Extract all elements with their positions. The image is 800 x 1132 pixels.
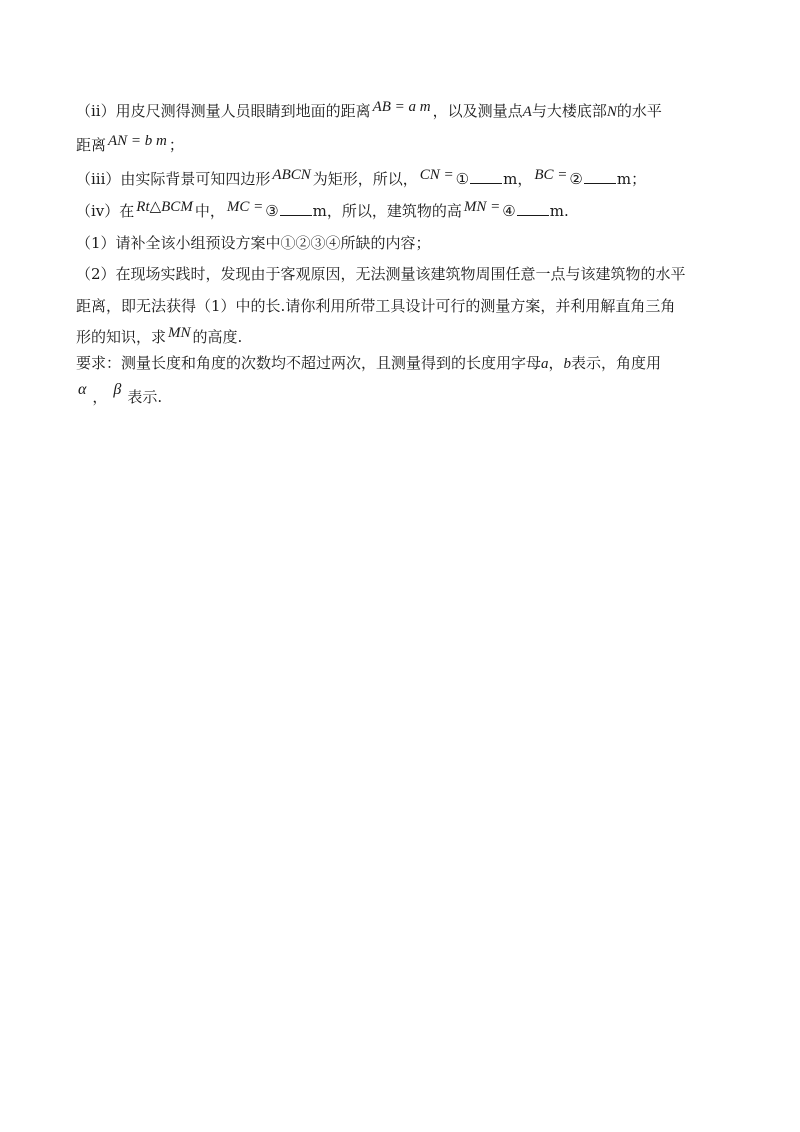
text: m，所以，建筑物的高: [312, 202, 462, 220]
text: m.: [549, 202, 569, 220]
text: 的高度.: [192, 328, 243, 346]
text: 距离，即无法获得（1）中的长.请你利用所带工具设计可行的测量方案，并利用解直角三角: [76, 297, 676, 315]
text: 距离: [76, 136, 107, 154]
requirement-text: 要求：测量长度和角度的次数均不超过两次，且测量得到的长度用字母: [76, 354, 542, 372]
text: ；: [168, 136, 184, 154]
blank-marker-1: ①: [455, 170, 470, 188]
blank-1[interactable]: [470, 169, 502, 184]
text: 中，: [194, 202, 225, 220]
blank-marker-3: ③: [265, 202, 279, 220]
step-iii-line: [76, 169, 646, 190]
formula-bc: BC =: [534, 167, 568, 183]
formula-ab: AB = a m: [372, 99, 431, 115]
blank-marker-2: ②: [569, 170, 583, 188]
text: ，: [92, 388, 108, 406]
text: 表示.: [127, 388, 163, 406]
blank-2[interactable]: [584, 169, 616, 184]
blank-4[interactable]: [517, 201, 549, 216]
step-iv-line: [76, 201, 569, 222]
step-iii-text: （iii）由实际背景可知四边形: [76, 170, 271, 188]
question-2-line2: [76, 296, 675, 316]
question-1: [76, 233, 431, 253]
text: 形的知识，求: [76, 328, 167, 346]
formula-mn: MN =: [463, 199, 501, 215]
var-a-point: A: [522, 104, 532, 120]
blank-marker-4: ④: [502, 202, 516, 220]
text: m；: [616, 170, 647, 188]
step-ii-text: （ii）用皮尺测得测量人员眼睛到地面的距离: [76, 102, 371, 120]
question-2-line3: [76, 327, 242, 348]
text: m，: [503, 170, 533, 188]
question-1-text: （1）请补全该小组预设方案中①②③④所缺的内容；: [76, 234, 431, 252]
step-ii-line1: [76, 101, 662, 122]
text: 表示，角度用: [571, 354, 662, 372]
formula-an: AN = b m: [108, 133, 167, 149]
formula-abcn: ABCN: [272, 167, 311, 183]
requirement-line2: [78, 381, 163, 408]
var-b: b: [563, 356, 572, 372]
text: ，以及测量点: [432, 102, 523, 120]
text: 与大楼底部: [531, 102, 607, 120]
formula-mc: MC =: [226, 199, 264, 215]
alpha-symbol: α: [78, 381, 87, 398]
text: 的水平: [616, 102, 662, 120]
text: 为矩形，所以，: [312, 170, 418, 188]
question-2-text: （2）在现场实践时，发现由于客观原因，无法测量该建筑物周围任意一点与该建筑物的水平: [76, 265, 686, 283]
step-iv-text: （iv）在: [76, 202, 135, 220]
blank-3[interactable]: [280, 201, 312, 216]
text: ，: [548, 354, 564, 372]
formula-cn: CN =: [419, 167, 454, 183]
formula-mn-height: MN: [168, 325, 191, 341]
question-2-line1: [76, 264, 686, 284]
requirement-line1: [76, 353, 661, 374]
var-n-point: N: [606, 104, 617, 120]
beta-symbol: β: [113, 381, 122, 398]
formula-rt-bcm: Rt△BCM: [136, 199, 193, 215]
var-a: a: [541, 356, 549, 372]
step-ii-line2: [76, 135, 184, 156]
